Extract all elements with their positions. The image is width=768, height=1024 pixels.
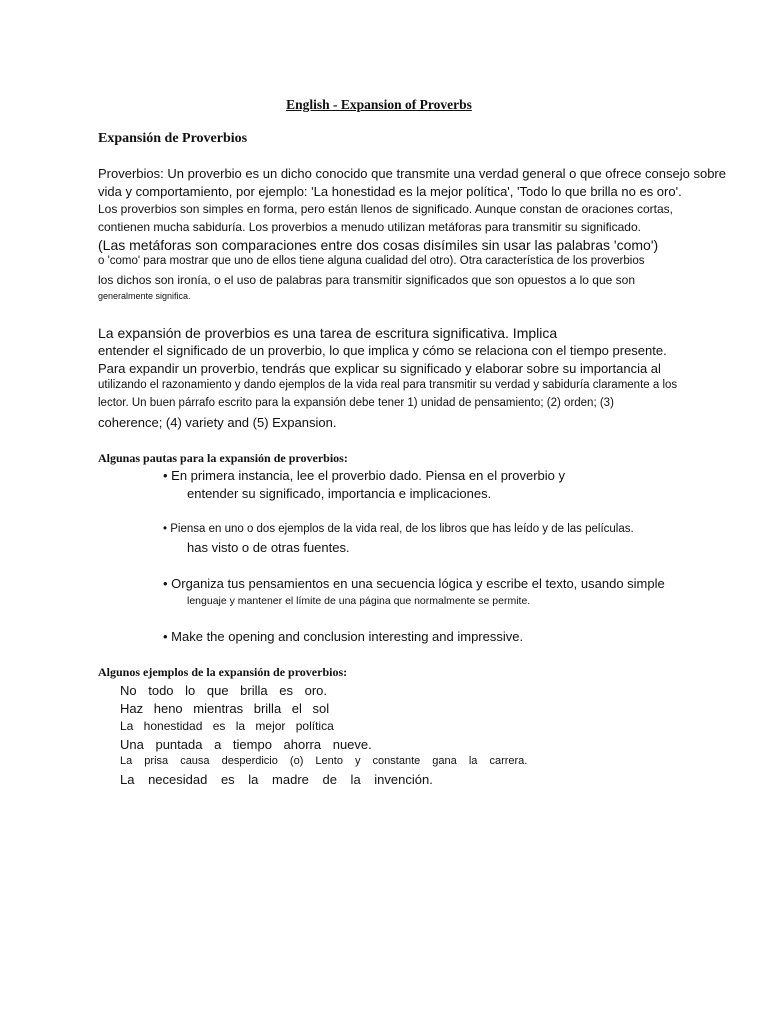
expansion-line: entender el significado de un proverbio, lo que implica y cómo se relaciona con el tiempo presente. — [98, 343, 667, 358]
examples-heading: Algunos ejemplos de la expansión de proverbios: — [98, 665, 348, 679]
intro-line: Los proverbios son simples en forma, pero están llenos de significado. Aunque constan de oraciones cortas, — [98, 202, 674, 216]
example-item: La honestidad es la mejor política — [120, 719, 334, 733]
expansion-line: coherence; (4) variety and (5) Expansion. — [98, 415, 337, 430]
example-item: No todo lo que brilla es oro. — [120, 683, 327, 698]
document-title — [0, 98, 768, 112]
guideline-item-continued: lenguaje y mantener el límite de una página que normalmente se permite. — [187, 595, 531, 607]
guideline-item: • Piensa en uno o dos ejemplos de la vida real, de los libros que has leído y de las películas. — [163, 523, 634, 535]
example-item: La prisa causa desperdicio (o) Lento y constante gana la carrera. — [120, 755, 528, 767]
guideline-item: • En primera instancia, lee el proverbio dado. Piensa en el proverbio y — [163, 468, 565, 483]
intro-line: Proverbios: Un proverbio es un dicho conocido que transmite una verdad general o que ofrece consejo sobre — [98, 166, 726, 181]
example-item: Haz heno mientras brilla el sol — [120, 701, 330, 716]
intro-line: generalmente significa. — [98, 291, 191, 301]
guideline-item: • Organiza tus pensamientos en una secuencia lógica y escribe el texto, usando simple — [163, 576, 665, 591]
expansion-line: La expansión de proverbios es una tarea de escritura significativa. Implica — [98, 325, 558, 341]
example-item: La necesidad es la madre de la invención. — [120, 772, 433, 787]
guideline-item-continued: entender su significado, importancia e implicaciones. — [187, 486, 492, 501]
expansion-line: lector. Un buen párrafo escrito para la expansión debe tener 1) unidad de pensamiento; (2) orden; (3) — [98, 397, 614, 409]
guideline-item-continued: has visto o de otras fuentes. — [187, 540, 350, 555]
intro-line: (Las metáforas son comparaciones entre dos cosas disímiles sin usar las palabras 'como') — [98, 237, 659, 253]
section-heading: Expansión de Proverbios — [98, 131, 248, 146]
guidelines-heading: Algunas pautas para la expansión de proverbios: — [98, 451, 348, 465]
intro-line: o 'como' para mostrar que uno de ellos tiene alguna cualidad del otro). Otra característica de los proverbios — [98, 255, 645, 267]
expansion-line: Para expandir un proverbio, tendrás que explicar su significado y elaborar sobre su importancia al — [98, 361, 661, 376]
intro-line: vida y comportamiento, por ejemplo: 'La honestidad es la mejor política', 'Todo lo que brilla no es oro'. — [98, 184, 682, 199]
intro-line: los dichos son ironía, o el uso de palabras para transmitir significados que son opuestos a lo que son — [98, 273, 635, 287]
example-item: Una puntada a tiempo ahorra nueve. — [120, 737, 372, 752]
intro-line: contienen mucha sabiduría. Los proverbios a menudo utilizan metáforas para transmitir su significado. — [98, 220, 641, 234]
title-text: English - Expansion of Proverbs — [286, 97, 472, 112]
expansion-line: utilizando el razonamiento y dando ejemplos de la vida real para transmitir su verdad y sabiduría claramente a los — [98, 379, 678, 391]
guideline-item: • Make the opening and conclusion interesting and impressive. — [163, 629, 524, 644]
